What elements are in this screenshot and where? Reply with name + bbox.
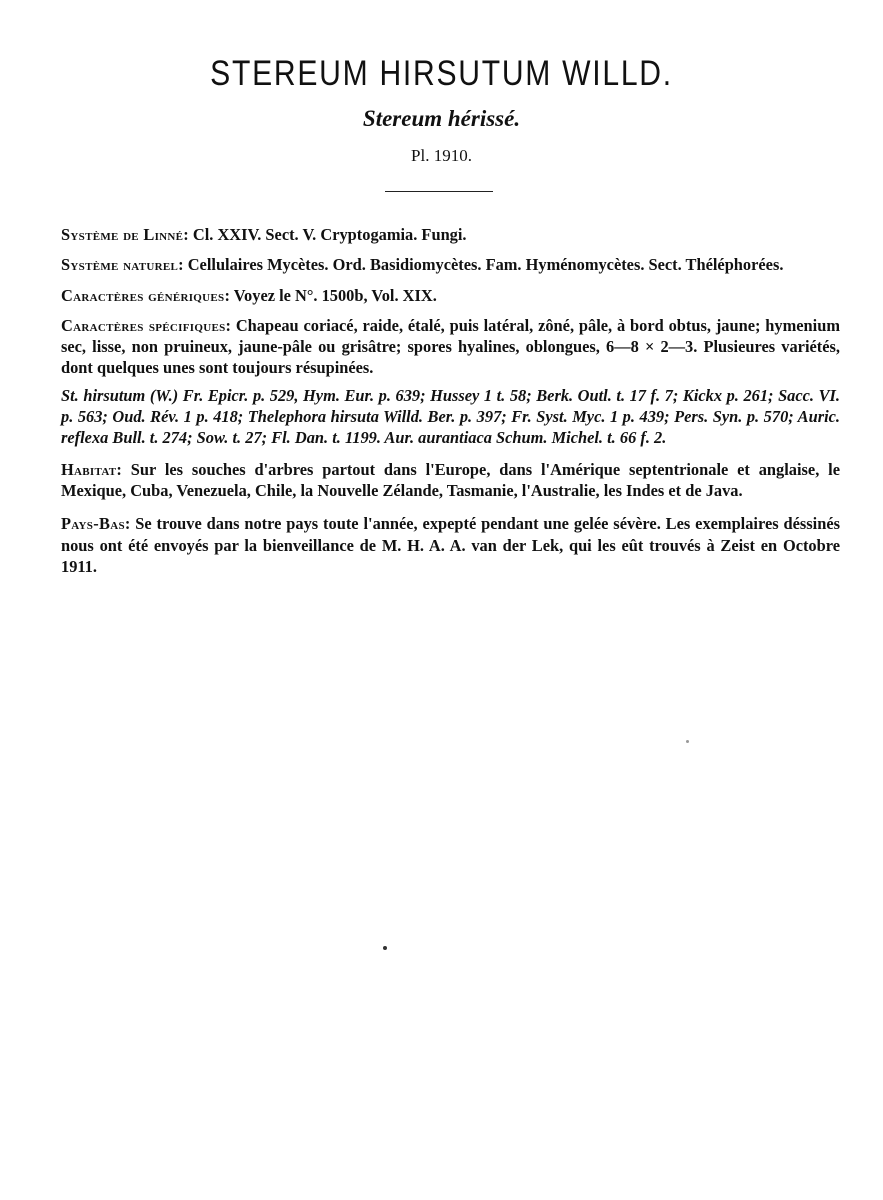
heading-separator: : (124, 514, 131, 534)
page-subtitle: Stereum hérissé. (362, 106, 521, 131)
plate-number: Pl. 1910. (411, 146, 472, 165)
section-heading: Système de Linné (61, 225, 184, 244)
page-speck (383, 946, 387, 950)
heading-separator: : (225, 315, 231, 335)
title-rule (385, 191, 493, 192)
heading-separator: : (178, 255, 184, 275)
section-heading: Système naturel (61, 255, 179, 275)
page-speck (686, 740, 689, 743)
section-naturel (61, 254, 840, 275)
section-heading: Caractères spécifiques (61, 315, 226, 335)
section-text: Se trouve dans notre pays toute l'année, expepté pendant une gelée sévère. Les exemplaires déssinés nous ont été envoyés par la bienveillance de M. H. A. A. van der Lek, qui les eût trouvés à Zeist en Octobre 1911. (61, 514, 840, 576)
section-paysbas (61, 513, 840, 577)
section-heading: Habitat (61, 459, 117, 479)
section-heading: Caractères génériques (61, 285, 225, 305)
heading-separator: : (116, 459, 122, 479)
section-generiques (61, 285, 840, 306)
section-references: St. hirsutum (W.) Fr. Epicr. p. 529, Hym. Eur. p. 639; Hussey 1 t. 58; Berk. Outl. t. 17 f. 7; Kickx p. 261; Sacc. VI. p. 563; Oud. Rév. 1 p. 418; Thelephora hirsuta Willd. Ber. p. 397; Fr. Syst. Myc. 1 p. 439; Pers. Syn. p. 570; Auric. reflexa Bull. t. 274; Sow. t. 27; Fl. Dan. t. 1199. Aur. aurantiaca Schum. Michel. t. 66 f. 2. (61, 385, 840, 448)
page-title: STEREUM HIRSUTUM WILLD. (210, 54, 673, 93)
heading-separator: : (183, 225, 189, 244)
heading-separator: : (224, 285, 230, 305)
section-specifiques (61, 315, 840, 379)
section-linne (61, 224, 840, 245)
description-body (61, 224, 840, 586)
section-text: Cl. XXIV. Sect. V. Cryptogamia. Fungi. (192, 225, 467, 244)
section-text: Cellulaires Mycètes. Ord. Basidiomycètes. Fam. Hyménomycètes. Sect. Théléphorées. (187, 255, 784, 275)
section-text: Sur les souches d'arbres partout dans l'Europe, dans l'Amérique septentrionale et anglaise, le Mexique, Cuba, Venezuela, Chile, la Nouvelle Zélande, Tasmanie, l'Australie, les Indes et de Java. (61, 459, 840, 500)
section-text: Chapeau coriacé, raide, étalé, puis latéral, zôné, pâle, à bord obtus, jaune; hymenium sec, lisse, non pruineux, jaune-pâle ou grisâtre; spores hyalines, oblongues, 6—8 × 2—3. Plusieures variétés, dont quelques unes sont toujours résupinées. (61, 315, 840, 378)
section-habitat (61, 459, 840, 502)
section-text: Voyez le N°. 1500b, Vol. XIX. (233, 285, 437, 305)
section-heading: Pays-Bas (61, 514, 125, 534)
